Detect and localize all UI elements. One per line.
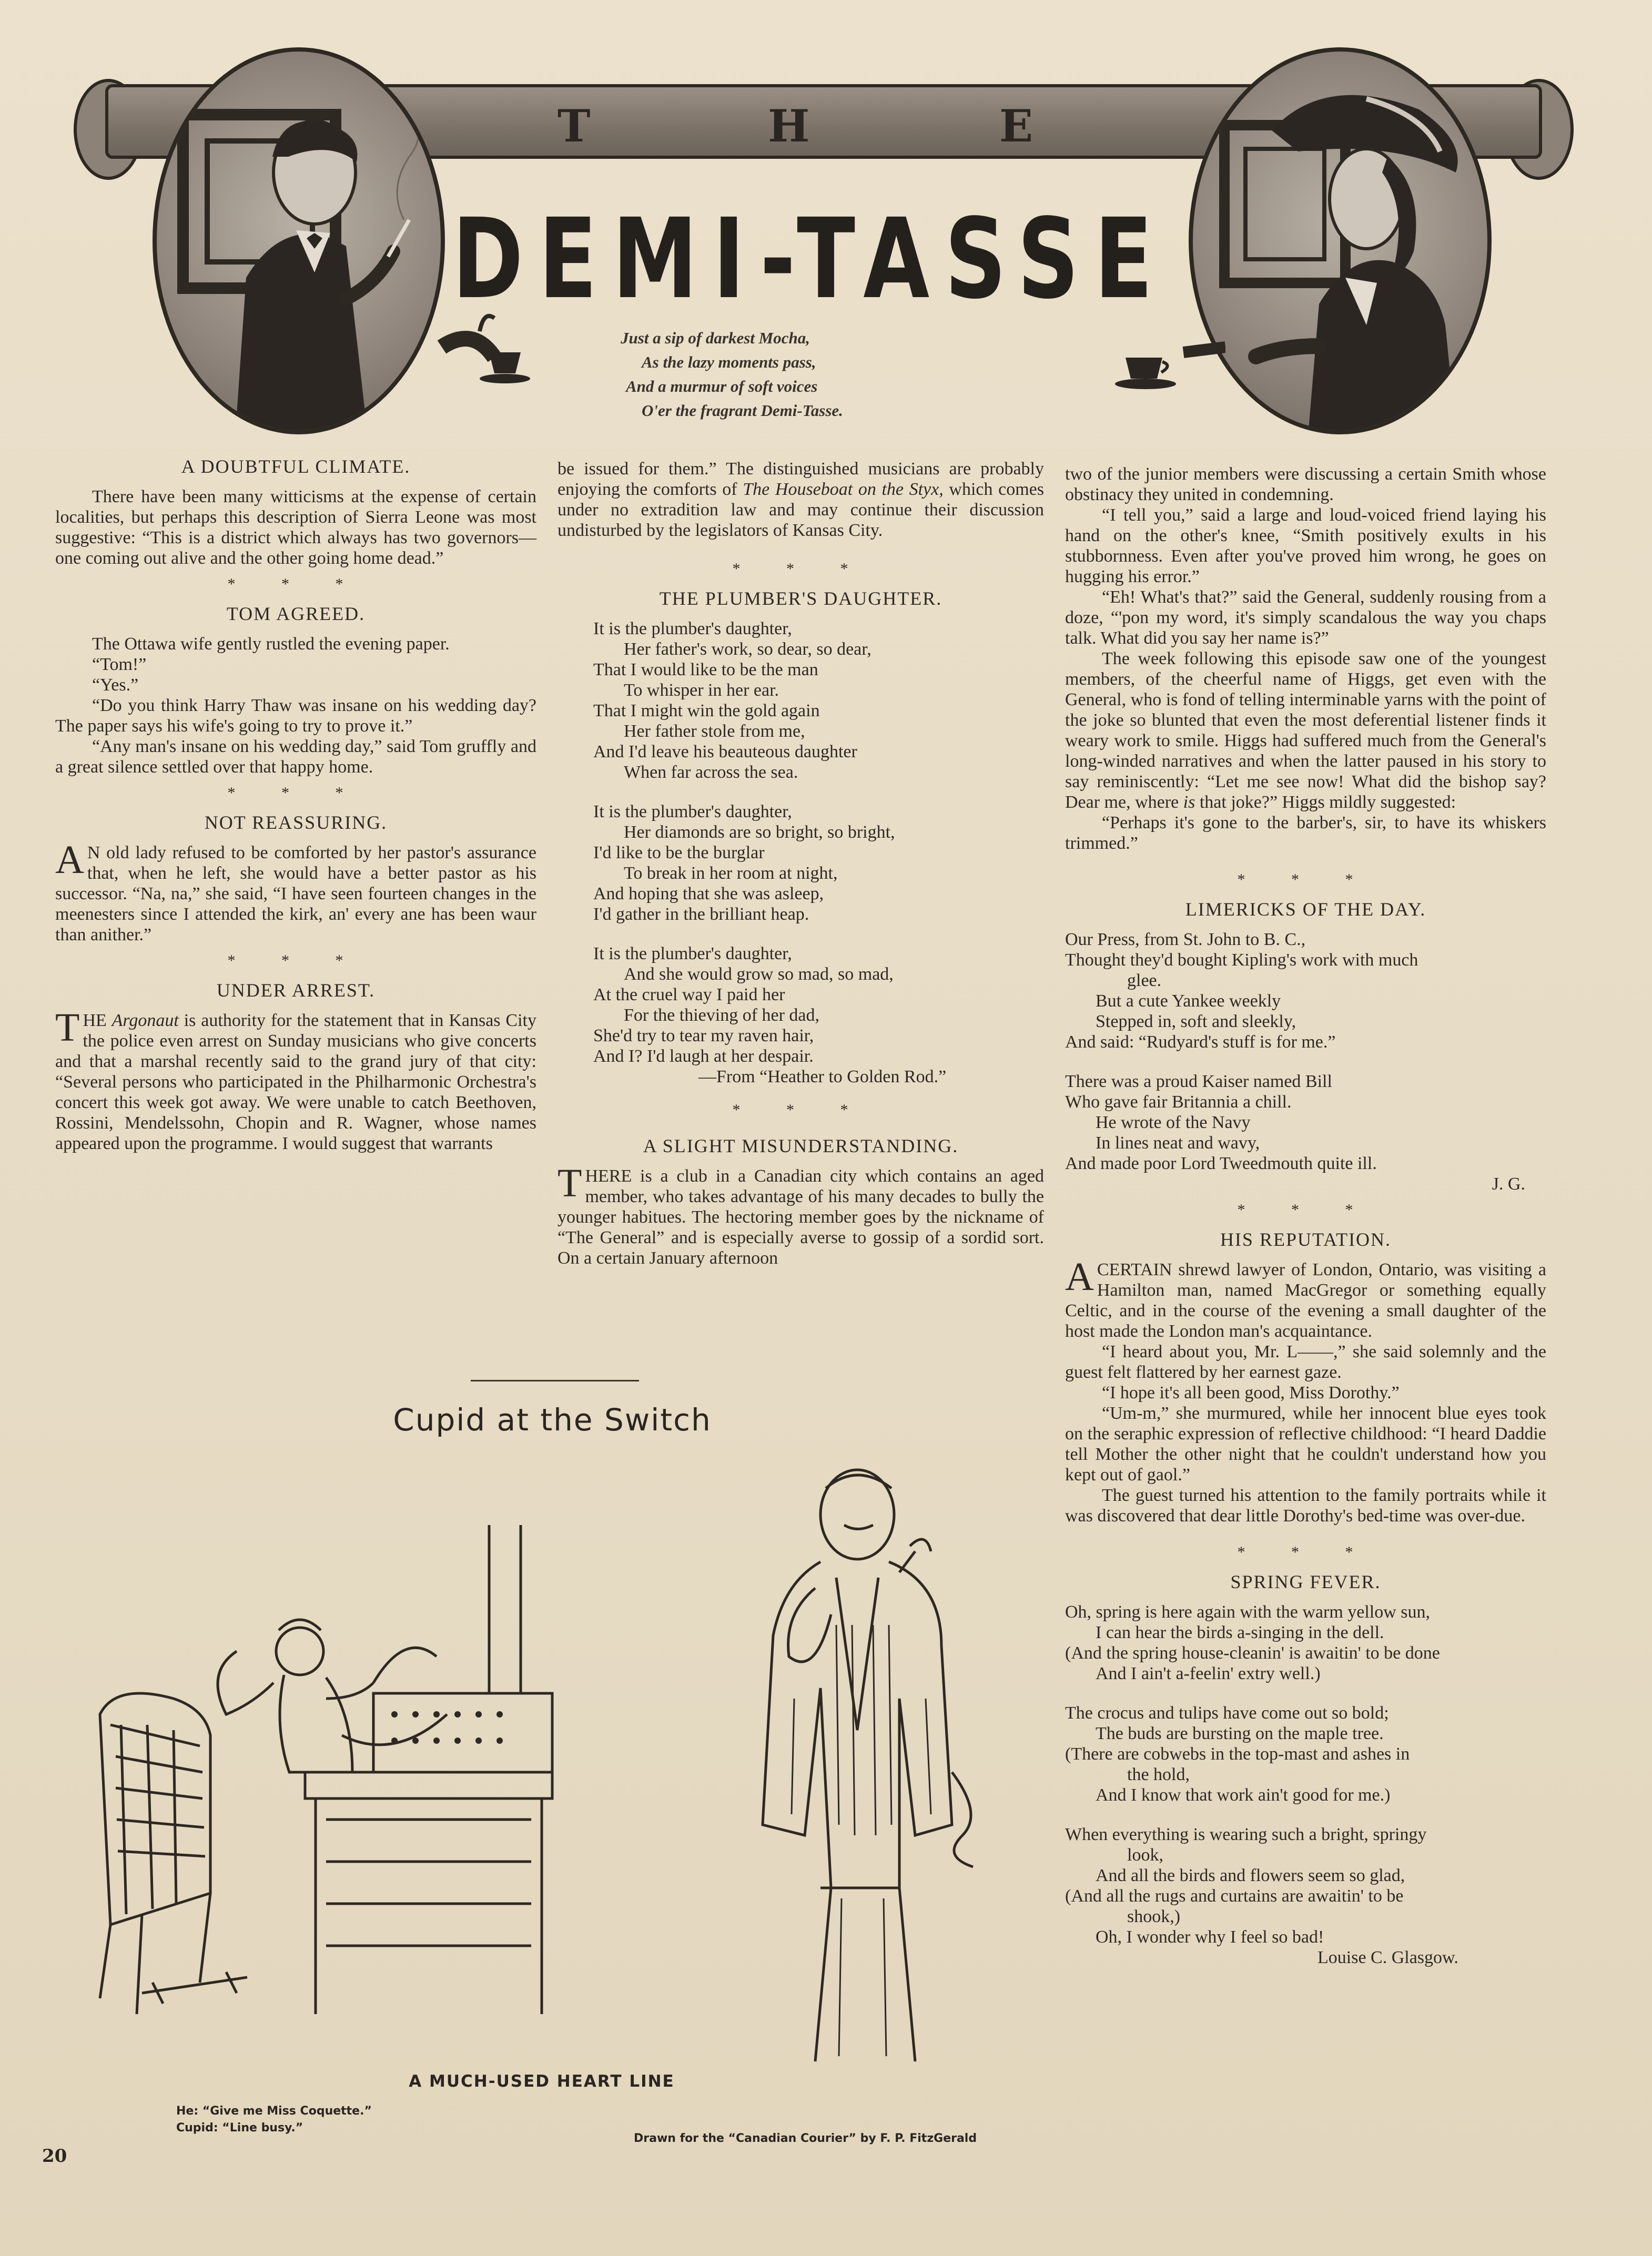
section-divider: * * * bbox=[732, 1101, 869, 1119]
poem-plumbers-daughter bbox=[558, 618, 1044, 1087]
the-letter-e: E bbox=[999, 100, 1033, 152]
poem-line: Oh, spring is here again with the warm yellow sun, bbox=[1065, 1602, 1431, 1622]
article-text: which comes under no extradition law and may continue their discussion undisturbed by the legislators of Kansas City. bbox=[558, 480, 1045, 540]
poem-line: It is the plumber's daughter, bbox=[593, 944, 792, 963]
motto-line: Just a sip of darkest Mocha, bbox=[621, 329, 810, 347]
poem-line: But a cute Yankee weekly bbox=[1096, 991, 1281, 1011]
cartoon-title: Cupid at the Switch bbox=[393, 1402, 712, 1438]
heading-limericks: LIMERICKS OF THE DAY. bbox=[1185, 899, 1426, 920]
section-divider: * * * bbox=[1237, 1201, 1374, 1218]
the-letter-h: H bbox=[768, 100, 810, 152]
poem-line: shook,) bbox=[1127, 1907, 1181, 1926]
heading-doubtful-climate: A DOUBTFUL CLIMATE. bbox=[181, 456, 411, 477]
article-text: HERE is a club in a Canadian city which contains an aged member, who takes advantage of his many decades to bully the younger habitues. The hectoring member goes by the nickname of “The General” and is especially averse to gossip of a sordid sort. On a certain January afternoon bbox=[558, 1166, 1044, 1268]
cartoon-dialogue-cupid: Cupid: “Line busy.” bbox=[176, 2121, 303, 2135]
column-3 bbox=[1065, 464, 1546, 1968]
poem-line: When everything is wearing such a bright, springy bbox=[1065, 1825, 1427, 1844]
poem-line: And I ain't a-feelin' extry well.) bbox=[1096, 1664, 1321, 1683]
man-on-telephone-illustration bbox=[742, 1457, 1015, 2077]
poem-line: (And the spring house-cleanin' is awaitin' to be done bbox=[1065, 1643, 1440, 1663]
article-text-italic: is bbox=[1183, 792, 1195, 812]
poem-line: And I? I'd laugh at her despair. bbox=[593, 1046, 814, 1066]
article-not-reassuring bbox=[55, 838, 536, 945]
poem-line: And I'd leave his beauteous daughter bbox=[593, 742, 857, 761]
article-slight-misunderstanding bbox=[558, 1161, 1044, 1268]
reputation-paragraph: “Um-m,” she murmured, while her innocent blue eyes took on the seraphic expression of reflective childhood: “I heard Daddie tell Mother the other night that he couldn't understand how you kept out of gaol.” bbox=[1065, 1404, 1546, 1485]
poem-line: When far across the sea. bbox=[624, 763, 798, 782]
masthead-motto bbox=[621, 326, 989, 423]
left-medallion bbox=[153, 47, 445, 434]
section-divider: * * * bbox=[1237, 871, 1374, 888]
poem-author: Louise C. Glasgow. bbox=[1317, 1948, 1458, 1967]
poem-line: (There are cobwebs in the top-mast and ashes in bbox=[1065, 1744, 1410, 1764]
poem-line: Her father stole from me, bbox=[624, 721, 805, 741]
tom-paragraph: “Tom!” bbox=[92, 655, 147, 674]
column-1 bbox=[55, 447, 536, 1154]
poem-line: And hoping that she was asleep, bbox=[593, 884, 824, 903]
article-text: be issued for them.” The distinguished musicians are probably enjoying the comforts of bbox=[558, 459, 1044, 499]
tom-paragraph: “Any man's insane on his wedding day,” said Tom gruffly and a great silence settled over that happy home. bbox=[55, 737, 536, 777]
poem-line: It is the plumber's daughter, bbox=[593, 802, 792, 821]
motto-line: O'er the fragrant Demi-Tasse. bbox=[642, 401, 843, 420]
poem-line: And I know that work ain't good for me.) bbox=[1096, 1785, 1391, 1805]
cartoon-credit: Drawn for the “Canadian Courier” by F. P. FitzGerald bbox=[634, 2132, 977, 2145]
the-letter-t: T bbox=[558, 100, 591, 152]
article-text-italic: The Houseboat on the Styx, bbox=[743, 480, 944, 499]
poem-line: He wrote of the Navy bbox=[1096, 1113, 1251, 1132]
section-divider: * * * bbox=[227, 784, 364, 801]
section-divider: * * * bbox=[1237, 1543, 1374, 1561]
cartoon-rule bbox=[471, 1380, 639, 1381]
misunderstanding-paragraph bbox=[1065, 648, 1546, 812]
misunderstanding-paragraph: “Perhaps it's gone to the barber's, sir, to have its whiskers trimmed.” bbox=[1065, 813, 1546, 853]
poem-line: She'd try to tear my raven hair, bbox=[593, 1026, 814, 1045]
poem-line: I'd gather in the brilliant heap. bbox=[593, 905, 809, 924]
limerick-initials: J. G. bbox=[1492, 1174, 1525, 1194]
masthead-title: DEMI-TASSE bbox=[452, 195, 1168, 323]
article-text: The week following this episode saw one of the youngest members, of the cheerful name of Higgs, get even with the General, who is fond of telling interminable yarns with the point of the joke so blunted that even the most deferential listener finds it weary work to smile. Higgs had suffered much from the General's long-winded narratives and when the latter paused in his story to say reminiscently: “Let me see now! What did the bishop say? Dear me, where bbox=[1065, 649, 1546, 812]
poem-line: To whisper in her ear. bbox=[624, 680, 779, 700]
heading-not-reassuring: NOT REASSURING. bbox=[204, 812, 388, 833]
poem-line: It is the plumber's daughter, bbox=[593, 619, 792, 638]
heading-under-arrest: UNDER ARREST. bbox=[216, 980, 376, 1001]
article-text: HE bbox=[83, 1011, 112, 1030]
poem-line: Stepped in, soft and sleekly, bbox=[1096, 1012, 1296, 1031]
poem-line: I can hear the birds a-singing in the dell. bbox=[1096, 1623, 1384, 1642]
section-divider: * * * bbox=[227, 952, 364, 969]
misunderstanding-paragraph: “I tell you,” said a large and loud-voiced friend laying his hand on the other's knee, “Smith positively exults in his stubbornness. Even after you've proved him wrong, he goes on hugging his error.” bbox=[1065, 505, 1546, 586]
article-text: is authority for the statement that in Kansas City the police even arrest on Sunday musicians who give concerts and that a marshal recently said to the grand jury of that city: “Several persons who participated in the Philharmonic Orchestra's concert this week got away. We were unable to catch Beethoven, Rossini, Mendelssohn, Chopin and R. Wagner, whose names appeared upon the programme. I would suggest that warrants bbox=[55, 1011, 536, 1153]
heading-spring-fever: SPRING FEVER. bbox=[1230, 1571, 1381, 1592]
poem-line: The crocus and tulips have come out so bold; bbox=[1065, 1703, 1389, 1723]
coffee-cup-icon-right bbox=[1104, 337, 1225, 400]
poem-line: (And all the rugs and curtains are awaitin' to be bbox=[1065, 1886, 1404, 1906]
poem-line: Her father's work, so dear, so dear, bbox=[624, 639, 871, 659]
article-text: CERTAIN shrewd lawyer of London, Ontario, was visiting a Hamilton man, named MacGregor or something equally Celtic, and in the course of the evening a small daughter of the host made the London man's acquaintance. bbox=[1065, 1260, 1546, 1341]
motto-line: As the lazy moments pass, bbox=[642, 353, 816, 371]
limerick-1 bbox=[1065, 929, 1546, 1052]
poem-line: look, bbox=[1127, 1845, 1163, 1865]
poem-line: There was a proud Kaiser named Bill bbox=[1065, 1072, 1332, 1091]
page-number: 20 bbox=[42, 2146, 67, 2167]
section-divider: * * * bbox=[227, 575, 364, 593]
woman-with-hat-illustration bbox=[1193, 52, 1487, 430]
poem-line: That I would like to be the man bbox=[593, 660, 818, 679]
limerick-2 bbox=[1065, 1071, 1546, 1194]
poem-line: To break in her room at night, bbox=[624, 863, 838, 883]
poem-line: At the cruel way I paid her bbox=[593, 985, 785, 1004]
poem-line: And all the birds and flowers seem so glad, bbox=[1096, 1866, 1405, 1885]
poem-line: the hold, bbox=[1127, 1765, 1190, 1784]
poem-line: And she would grow so mad, so mad, bbox=[624, 964, 894, 984]
poem-line: Oh, I wonder why I feel so bad! bbox=[1096, 1927, 1324, 1947]
poem-line: Thought they'd bought Kipling's work with much bbox=[1065, 950, 1418, 970]
misunderstanding-continued: two of the junior members were discussing a certain Smith whose obstinacy they united in condemning. bbox=[1065, 464, 1546, 504]
cartoon-dialogue-he: He: “Give me Miss Coquette.” bbox=[176, 2105, 372, 2118]
heading-slight-misunderstanding: A SLIGHT MISUNDERSTANDING. bbox=[643, 1135, 959, 1156]
cartoon-caption: A MUCH-USED HEART LINE bbox=[409, 2072, 675, 2091]
article-under-arrest bbox=[55, 1005, 536, 1154]
drop-cap: T bbox=[55, 1005, 80, 1050]
poem-line: And said: “Rudyard's stuff is for me.” bbox=[1065, 1032, 1336, 1052]
poem-line: glee. bbox=[1127, 971, 1162, 990]
motto-line: And a murmur of soft voices bbox=[626, 377, 818, 395]
cupid-switchboard-illustration bbox=[79, 1525, 563, 2030]
drop-cap: T bbox=[558, 1161, 582, 1205]
reputation-paragraph: The guest turned his attention to the family portraits while it was discovered that dear little Dorothy's bed-time was over-due. bbox=[1065, 1486, 1546, 1526]
tom-paragraph: “Yes.” bbox=[92, 675, 139, 695]
right-medallion bbox=[1189, 47, 1492, 434]
reputation-paragraph: “I heard about you, Mr. L——,” she said solemnly and the guest felt flattered by her earnest gaze. bbox=[1065, 1342, 1546, 1382]
heading-tom-agreed: TOM AGREED. bbox=[226, 603, 366, 624]
poem-line: I'd like to be the burglar bbox=[593, 843, 765, 862]
poem-line: And made poor Lord Tweedmouth quite ill. bbox=[1065, 1154, 1377, 1173]
poem-line: Her diamonds are so bright, so bright, bbox=[624, 822, 895, 842]
article-text: N old lady refused to be comforted by her pastor's assurance that, when he left, she would have a better pastor as his successor. “Na, na,” she said, “I have seen fourteen changes in the meenesters since I attended the kirk, an' every ane has been waur than anither.” bbox=[55, 843, 536, 944]
tom-paragraph: The Ottawa wife gently rustled the evening paper. bbox=[92, 634, 450, 654]
poem-line: Who gave fair Britannia a chill. bbox=[1065, 1092, 1292, 1112]
tom-paragraph: “Do you think Harry Thaw was insane on his wedding day? The paper says his wife's going to try to prove it.” bbox=[55, 696, 536, 736]
poem-line: In lines neat and wavy, bbox=[1096, 1133, 1260, 1153]
section-divider: * * * bbox=[732, 560, 869, 577]
poem-line: For the thieving of her dad, bbox=[624, 1005, 820, 1025]
poem-line: Our Press, from St. John to B. C., bbox=[1065, 930, 1306, 949]
article-doubtful-climate: There have been many witticisms at the expense of certain localities, but perhaps this description of Sierra Leone was most suggestive: “This is a district which always has two governors—one coming out alive and the other going home dead.” bbox=[55, 487, 536, 568]
heading-his-reputation: HIS REPUTATION. bbox=[1220, 1229, 1392, 1250]
drop-cap: A bbox=[1065, 1255, 1094, 1299]
poem-line: The buds are bursting on the maple tree. bbox=[1096, 1724, 1384, 1743]
article-his-reputation bbox=[1065, 1255, 1546, 1342]
column-2 bbox=[558, 459, 1044, 1268]
drop-cap: A bbox=[55, 838, 84, 882]
man-with-cigarette-illustration bbox=[157, 52, 441, 430]
poem-line: That I might win the gold again bbox=[593, 701, 820, 720]
poem-spring-fever bbox=[1065, 1602, 1546, 1968]
heading-plumbers-daughter: THE PLUMBER'S DAUGHTER. bbox=[659, 588, 942, 609]
article-text: that joke?” Higgs mildly suggested: bbox=[1195, 792, 1456, 812]
article-text-italic: Argonaut bbox=[112, 1011, 179, 1030]
article-under-arrest-continued bbox=[558, 459, 1044, 541]
poem-source: —From “Heather to Golden Rod.” bbox=[698, 1067, 947, 1086]
reputation-paragraph: “I hope it's all been good, Miss Dorothy.” bbox=[1102, 1383, 1400, 1403]
misunderstanding-paragraph: “Eh! What's that?” said the General, suddenly rousing from a doze, “'pon my word, it's simply scandalous the way you chaps talk. What did you say her name is?” bbox=[1065, 587, 1546, 648]
